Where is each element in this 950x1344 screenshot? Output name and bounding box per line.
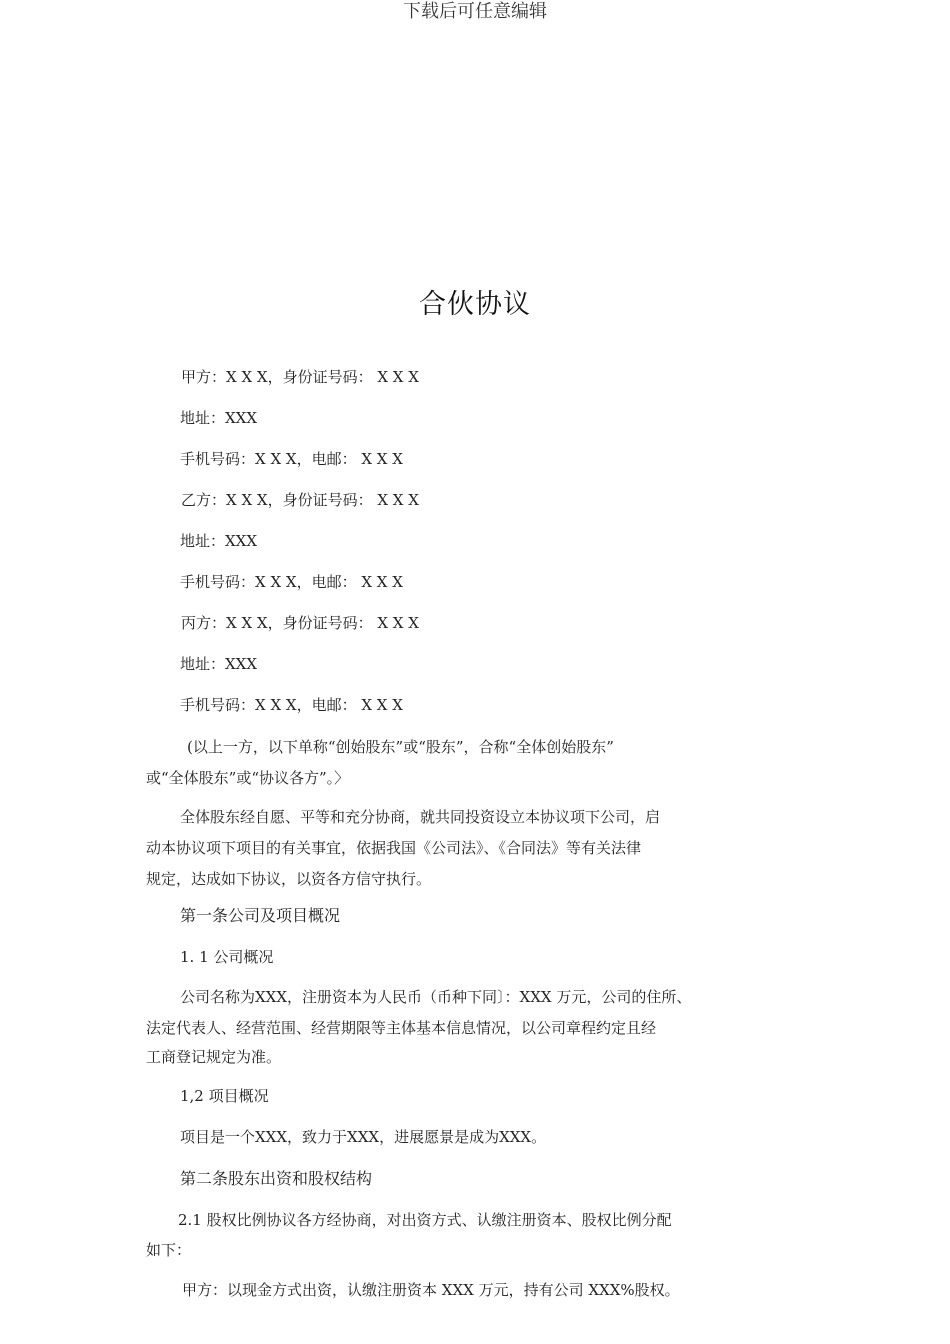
section-1-1-body-line-2: 法定代表人、经营范围、经营期限等主体基本信息情况，以公司章程约定且经	[146, 1019, 657, 1037]
section-1-1-body-line-1: 公司名称为XXX，注册资本为人民币（币种下同〕：XXX 万元，公司的住所、	[180, 988, 692, 1006]
party-a-address: 地址：XXX	[180, 409, 258, 427]
preamble-line-2: 动本协议项下项目的有关事宜，依据我国《公司法》、《合同法》等有关法律	[146, 839, 642, 857]
party-b-contact: 手机号码：X X X，电邮： X X X	[180, 573, 403, 591]
party-c-contact: 手机号码：X X X，电邮： X X X	[180, 696, 403, 714]
party-b-address: 地址：XXX	[180, 532, 258, 550]
section-2-1-line-1: 2.1 股权比例协议各方经协商，对出资方式、认缴注册资本、股权比例分配	[178, 1211, 672, 1229]
article-1-heading: 第一条公司及项目概况	[180, 906, 341, 925]
party-a-contribution: 甲方：以现金方式出资，认缴注册资本 XXX 万元，持有公司 XXX%股权。	[182, 1281, 680, 1299]
preamble-line-1: 全体股东经自愿、平等和充分协商，就共同投资设立本协议项下公司，启	[180, 808, 661, 826]
party-b-info: 乙方：X X X，身份证号码： X X X	[181, 491, 419, 509]
section-1-2-heading: 1,2 项目概况	[180, 1087, 269, 1105]
document-title: 合伙协议	[419, 289, 531, 320]
definitions-paragraph-line-2: 或“全体股东”或“协议各方”。〉	[146, 769, 350, 787]
header-note: 下载后可任意编辑	[403, 1, 547, 22]
party-a-info: 甲方：X X X，身份证号码： X X X	[181, 368, 419, 386]
definitions-paragraph-line-1: (以上一方，以下单称“创始股东”或“股东”，合称“全体创始股东”	[187, 738, 614, 756]
section-1-1-body-line-3: 工商登记规定为准。	[146, 1048, 282, 1066]
section-2-1-line-2: 如下：	[146, 1241, 192, 1259]
party-c-info: 丙方：X X X，身份证号码： X X X	[181, 614, 419, 632]
section-1-1-heading: 1. 1 公司概况	[180, 948, 274, 966]
party-a-contact: 手机号码：X X X，电邮： X X X	[180, 450, 403, 468]
preamble-line-3: 规定，达成如下协议，以资各方信守执行。	[146, 870, 432, 888]
party-c-address: 地址：XXX	[180, 655, 258, 673]
section-1-2-body: 项目是一个XXX，致力于XXX，进展愿景是成为XXX。	[180, 1128, 547, 1146]
article-2-heading: 第二条股东出资和股权结构	[180, 1169, 373, 1188]
